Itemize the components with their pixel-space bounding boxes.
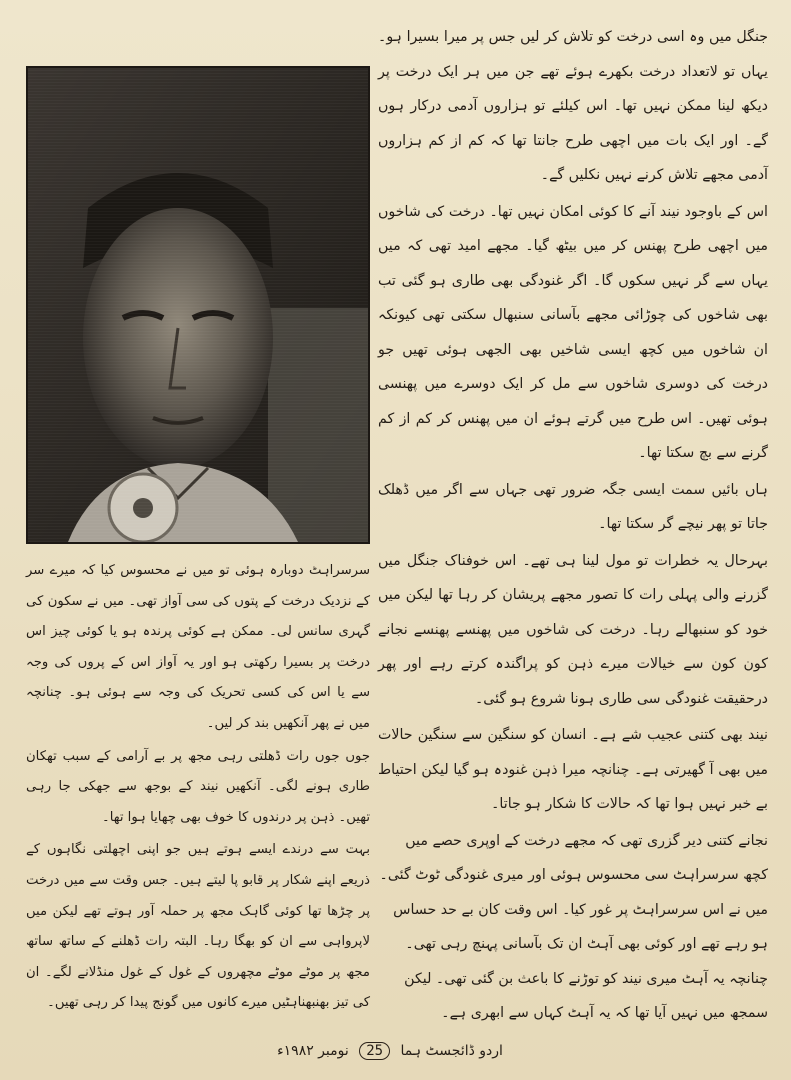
article-right-column bbox=[378, 20, 768, 1033]
page-number: 25 bbox=[359, 1042, 390, 1060]
page-footer bbox=[230, 1042, 550, 1072]
footer-issue-date: نومبر ۱۹۸۲ء bbox=[277, 1043, 349, 1059]
paragraph: جوں جوں رات ڈھلتی رہی مجھ پر بے آرامی کے سبب تھکان طاری ہونے لگی۔ آنکھیں نیند کے بوجھ سے جھکی جا رہی تھیں۔ ذہن پر درندوں کا خوف بھی چھایا ہوا تھا۔ bbox=[26, 748, 370, 825]
paragraph: سرسراہٹ دوبارہ ہوئی تو میں نے محسوس کیا کہ میرے سر کے نزدیک درخت کے پتوں کی سی آواز تھی۔ میں نے سکون کی گہری سانس لی۔ ممکن ہے کوئی پرندہ ہو یا کوئی چیز اس درخت پر بسیرا رکھتی ہو اور یہ آواز اس کے پروں کی وجہ سے یا اس کی کسی تحریک کی وجہ سے ہوئی ہو۔ چنانچہ میں نے پھر آنکھیں بند کر لیں۔ bbox=[26, 563, 370, 731]
photo-texture bbox=[28, 68, 368, 542]
paragraph: اس کے باوجود نیند آنے کا کوئی امکان نہیں تھا۔ درخت کی شاخوں میں اچھی طرح پھنس کر میں بیٹھ گیا۔ مجھے امید تھی کہ میں یہاں سے گر نہیں سکوں گا۔ اگر غنودگی بھی طاری ہو گئی تب بھی شاخوں کی چوڑائی مجھے بآسانی سنبھال سکتی تھی کیونکہ ان شاخوں میں کچھ ایسی شاخیں بھی الجھی ہوئی تھیں جو درخت کی دوسری شاخوں سے مل کر ایک دوسرے میں پھنسی ہوئی تھیں۔ اس طرح میں گرتے ہوئے ان میں پھنس کر کم از کم گرنے سے بچ سکتا تھا۔ bbox=[378, 203, 768, 461]
paragraph: جنگل میں وہ اسی درخت کو تلاش کر لیں جس پر میرا بسیرا ہو۔ یہاں تو لاتعداد درخت بکھرے ہوئے تھے جن میں ہر ایک درخت پر دیکھ لینا ممکن نہیں تھا۔ اس کیلئے تو ہزاروں آدمی درکار ہوں گے۔ اور ایک بات میں اچھی طرح جانتا تھا کہ کم از کم ہزاروں آدمی مجھے تلاش کرنے نہیں نکلیں گے۔ bbox=[378, 29, 768, 183]
footer-magazine-name: اردو ڈائجسٹ ہما bbox=[400, 1043, 503, 1059]
paragraph: بہت سے درندے ایسے ہوتے ہیں جو اپنی اچھلتی نگاہوں کے ذریعے اپنے شکار پر قابو پا لیتے ہیں۔ جس وقت سے میں درخت پر چڑھا تھا کوئی گاہک مجھ پر حملہ آور ہوتے تھے لیکن میں لاپرواہی سے ان کو بھگا رہا۔ البتہ رات ڈھلنے کے ساتھ ساتھ مجھ پر موٹے موٹے مچھروں کے غول کے غول منڈلانے لگے۔ ان کی تیز بھنبھناہٹیں میرے کانوں میں گونج پیدا کر رہی تھیں۔ bbox=[26, 842, 370, 1011]
paragraph: نیند بھی کتنی عجیب شے ہے۔ انسان کو سنگین سے سنگین حالات میں بھی آ گھیرتی ہے۔ چنانچہ میرا ذہن غنودہ ہو گیا لیکن احتیاط بے خبر نہیں ہوا تھا کہ حالات کا شکار ہو جاتا۔ bbox=[378, 727, 768, 812]
paragraph: نجانے کتنی دیر گزری تھی کہ مجھے درخت کے اوپری حصے میں کچھ سرسراہٹ سی محسوس ہوئی اور میری غنودگی ٹوٹ گئی۔ میں نے اس سرسراہٹ پر غور کیا۔ اس وقت کان بے حد حساس ہو رہے تھے اور کوئی بھی آہٹ ان تک بآسانی پہنچ رہی تھی۔ چنانچہ یہ آہٹ میری نیند کو توڑنے کا باعث بن گئی تھی۔ لیکن سمجھ میں نہیں آیا تھا کہ یہ آہٹ کہاں سے ابھری ہے۔ bbox=[379, 832, 768, 1021]
paragraph: ہاں بائیں سمت ایسی جگہ ضرور تھی جہاں سے اگر میں ڈھلک جاتا تو پھر نیچے گر سکتا تھا۔ bbox=[378, 481, 768, 532]
article-left-column bbox=[26, 556, 370, 1021]
paragraph: بہرحال یہ خطرات تو مول لینا ہی تھے۔ اس خوفناک جنگل میں گزرنے والی پہلی رات کا تصور مجھے پریشان کر رہا تھا لیکن میں خود کو سنبھالے رہا۔ درخت کی شاخوں میں پھنسے پھنسے نجانے کون کون سے خیالات میرے ذہن کو پراگندہ کرتے رہے اور پھر درحقیقت غنودگی سی طاری ہونا شروع ہو گئی۔ bbox=[378, 552, 768, 707]
portrait-photo bbox=[26, 66, 370, 544]
